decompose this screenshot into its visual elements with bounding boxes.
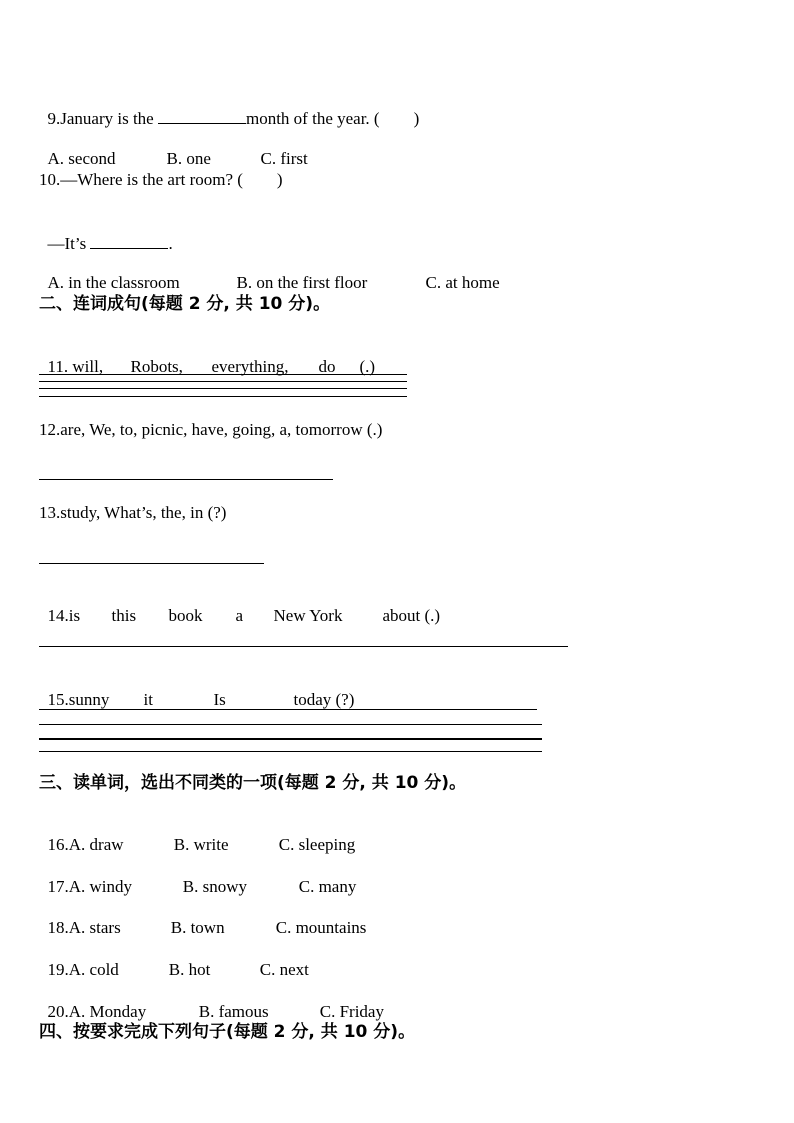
question-10-option-b[interactable]: B. on the first floor [236, 273, 368, 292]
question-20 [39, 982, 384, 1022]
question-11-answer-line-3[interactable] [39, 388, 407, 389]
question-16-option-a[interactable]: A. draw [68, 835, 124, 854]
question-10-options [39, 253, 500, 293]
question-18-option-c[interactable]: C. mountains [275, 918, 367, 937]
question-15-word-1: 15.sunny [47, 690, 110, 709]
question-14-word-6: about (.) [382, 606, 441, 625]
question-11-word-3: everything, [211, 357, 289, 376]
question-16-option-c[interactable]: C. sleeping [278, 835, 356, 854]
question-10-answer-line [39, 212, 173, 254]
question-15 [39, 670, 354, 710]
question-17-option-c[interactable]: C. many [298, 877, 357, 896]
question-10-answer-end: . [168, 234, 173, 253]
question-15-word-2: it [143, 690, 153, 709]
question-10-answer-start: —It’s [47, 234, 91, 253]
question-9-blank[interactable] [158, 107, 246, 124]
section-2-title: 二、连词成句(每题 2 分, 共 10 分)。 [39, 294, 331, 314]
question-19-option-b[interactable]: B. hot [168, 960, 211, 979]
question-13: 13.study, What’s, the, in (?) [39, 503, 227, 522]
question-9-option-b[interactable]: B. one [166, 149, 211, 168]
question-11-word-2: Robots, [130, 357, 183, 376]
question-15-word-3: Is [213, 690, 226, 709]
question-19-option-c[interactable]: C. next [259, 960, 309, 979]
question-17-number: 17. [47, 877, 69, 896]
question-14-word-1: 14.is [47, 606, 81, 625]
question-9-option-a[interactable]: A. second [47, 149, 116, 168]
question-9-options [39, 129, 308, 169]
question-10: 10.—Where is the art room? ( ) [39, 170, 283, 189]
question-14-word-3: book [168, 606, 203, 625]
question-19-number: 19. [47, 960, 69, 979]
question-11-word-5: (.) [359, 357, 376, 376]
question-19-option-a[interactable]: A. cold [68, 960, 119, 979]
question-18 [39, 898, 366, 938]
question-11-answer-line-2[interactable] [39, 381, 407, 382]
question-20-option-b[interactable]: B. famous [198, 1002, 269, 1021]
question-9-text-end: month of the year. ( ) [245, 109, 420, 128]
question-11-word-1: 11. will, [47, 357, 104, 376]
question-10-option-c[interactable]: C. at home [425, 273, 500, 292]
question-19 [39, 940, 309, 980]
question-11-word-4: do [318, 357, 336, 376]
question-18-option-a[interactable]: A. stars [68, 918, 121, 937]
question-17-option-a[interactable]: A. windy [68, 877, 133, 896]
question-20-number: 20. [47, 1002, 69, 1021]
question-16-number: 16. [47, 835, 69, 854]
question-16 [39, 815, 355, 855]
question-16-option-b[interactable]: B. write [173, 835, 229, 854]
question-11 [39, 337, 375, 377]
question-15-word-4: today (?) [293, 690, 355, 709]
question-20-option-a[interactable]: A. Monday [68, 1002, 147, 1021]
question-10-blank[interactable] [90, 232, 168, 249]
question-17-option-b[interactable]: B. snowy [182, 877, 247, 896]
question-11-answer-line-4[interactable] [39, 396, 407, 397]
question-15-answer-line-2[interactable] [39, 724, 542, 725]
question-18-option-b[interactable]: B. town [170, 918, 225, 937]
question-10-option-a[interactable]: A. in the classroom [47, 273, 180, 292]
question-14-word-2: this [111, 606, 137, 625]
question-14-word-4: a [235, 606, 244, 625]
question-20-option-c[interactable]: C. Friday [319, 1002, 384, 1021]
question-12: 12.are, We, to, picnic, have, going, a, tomorrow (.) [39, 420, 383, 439]
question-17 [39, 857, 356, 897]
section-4-title: 四、按要求完成下列句子(每题 2 分, 共 10 分)。 [39, 1022, 416, 1042]
question-9 [39, 87, 419, 129]
question-14 [39, 586, 440, 626]
section-3-title: 三、读单词，选出不同类的一项(每题 2 分, 共 10 分)。 [39, 773, 467, 793]
question-9-text-start: 9.January is the [47, 109, 158, 128]
question-11-answer-line-1[interactable] [39, 374, 407, 375]
question-14-answer-line[interactable] [39, 646, 568, 647]
question-12-answer-line[interactable] [39, 479, 333, 480]
question-13-answer-line[interactable] [39, 563, 264, 564]
question-18-number: 18. [47, 918, 69, 937]
question-15-answer-line-4[interactable] [39, 751, 542, 752]
question-9-option-c[interactable]: C. first [260, 149, 308, 168]
question-14-word-5: New York [273, 606, 343, 625]
question-15-answer-line-1[interactable] [39, 709, 537, 710]
question-15-answer-line-3[interactable] [39, 738, 542, 740]
